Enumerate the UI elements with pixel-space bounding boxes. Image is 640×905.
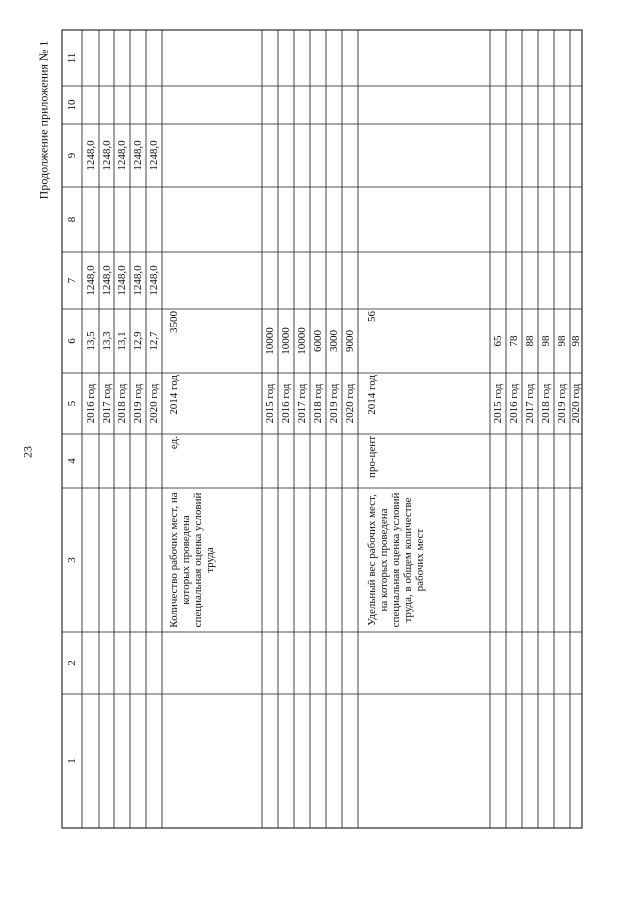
year-cell: 2016 год [508,383,520,424]
year-cell: 2020 год [148,383,160,424]
year-cell: 2016 год [280,383,292,424]
value-cell-7: 1248,0 [84,265,97,296]
unit-cell: про-цент [366,436,378,479]
value-cell-7: 1248,0 [116,265,128,296]
header-cell-2: 2 [66,660,78,666]
header-cell-5: 5 [66,400,78,407]
value-cell-9: 1248,0 [116,140,128,171]
value-cell-6: 13,5 [84,331,97,351]
indicator-workplaces-count: Количество рабочих мест, на которых проведена специальная оценка условий труда [168,492,216,628]
header-cell-1: 1 [66,758,78,764]
header-cell-10: 10 [66,99,78,111]
base-year-cell: 2014 год [168,375,180,415]
header-cell-6: 6 [66,338,78,344]
value-cell-6: 12,9 [132,331,144,351]
value-cell-6: 10000 [296,327,308,355]
value-cell-6: 6000 [312,330,324,352]
value-cell-6: 10000 [264,327,276,355]
year-cell: 2015 год [492,383,504,424]
year-cell: 2018 год [312,383,324,424]
value-cell-6: 78 [508,335,520,347]
year-cell: 2018 год [540,383,552,424]
year-cell: 2017 год [296,383,308,424]
value-cell-6: 98 [556,335,568,347]
data-table [62,30,582,828]
value-cell-6: 3000 [328,330,340,352]
indicator-workplaces-share: Удельный вес рабочих мест, на которых проведена специальная оценка условий труда, в общем количестве рабочих мест [366,492,426,628]
header-cell-7: 7 [66,277,78,284]
header-cell-8: 8 [66,216,78,223]
value-cell-6: 13,3 [100,331,113,351]
value-cell-6: 9000 [344,330,356,352]
value-cell-9: 1248,0 [132,140,144,171]
base-year-cell: 2014 год [366,375,378,415]
header-cell-3: 3 [66,557,78,563]
appendix-title: Продолжение приложения № 1 [36,40,51,200]
value-cell-9: 1248,0 [100,140,113,171]
value-cell-6: 10000 [280,327,292,355]
unit-cell: ед. [168,436,180,450]
value-cell-6: 13,1 [116,331,128,351]
header-cell-11: 11 [66,52,78,64]
value-cell-6: 98 [540,335,552,347]
year-cell: 2020 год [344,383,356,424]
value-cell-6: 65 [492,335,504,347]
year-cell: 2019 год [556,383,568,424]
value-cell-6: 12,7 [148,331,160,351]
year-cell: 2017 год [524,383,536,424]
year-cell: 2016 год [84,383,97,424]
value-cell-7: 1248,0 [100,265,113,296]
value-cell-6: 98 [570,335,582,347]
value-cell-9: 1248,0 [84,140,97,171]
year-cell: 2019 год [132,383,144,424]
value-cell-7: 1248,0 [148,265,160,296]
header-cell-4: 4 [66,458,78,464]
header-cell-9: 9 [66,152,78,159]
value-cell-9: 1248,0 [148,140,160,171]
year-cell: 2015 год [264,383,276,424]
year-cell: 2018 год [116,383,128,424]
value-cell-7: 1248,0 [132,265,144,296]
year-cell: 2020 год [570,383,582,424]
page-number: 23 [20,446,35,458]
value-cell-6: 88 [524,335,536,347]
base-value-cell: 3500 [168,311,180,333]
year-cell: 2019 год [328,383,340,424]
year-cell: 2017 год [100,383,113,424]
base-value-cell: 56 [366,311,378,322]
